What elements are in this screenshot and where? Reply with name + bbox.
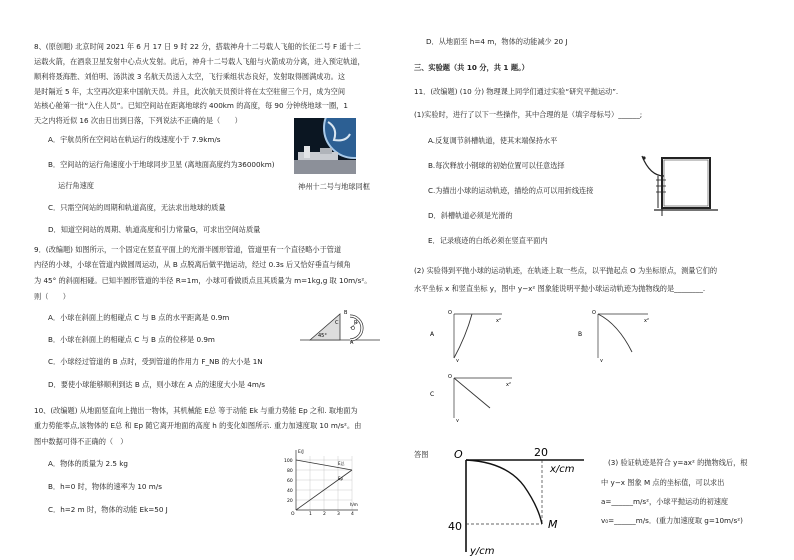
graph-b-label: B bbox=[578, 331, 583, 338]
q11-option-c: C.为描出小球的运动轨迹，描绘的点可以用折线连接 bbox=[428, 186, 594, 195]
plot-origin: O bbox=[454, 448, 463, 461]
q11-line-1: 11．(改编题) (10 分) 物理课上同学们通过实验“研究平抛运动”. bbox=[414, 87, 619, 96]
q9-label-b: B bbox=[344, 310, 348, 316]
plot-y-unit: y/cm bbox=[470, 546, 495, 557]
graph-b-y: y bbox=[600, 358, 603, 362]
graph-option-a bbox=[426, 306, 506, 362]
q9-option-b: B．小球在斜面上的相碰点 C 与 B 点的位移是 0.9m bbox=[48, 335, 215, 344]
q10-x-tick-1: 1 bbox=[309, 512, 312, 516]
q9-line-4: 则（ ） bbox=[34, 292, 70, 301]
q10-y-tick-100: 100 bbox=[284, 459, 293, 464]
q10-option-a: A．物体的质量为 2.5 kg bbox=[48, 459, 128, 468]
q9-label-o: O bbox=[351, 326, 355, 332]
q10-y-tick-40: 40 bbox=[287, 489, 293, 494]
q10-y-tick-60: 60 bbox=[287, 479, 293, 484]
q11-part-3-line-1: (3) 验证轨迹是符合 y=ax² 的抛物线后，根 bbox=[608, 458, 748, 467]
graph-a-x: x² bbox=[496, 318, 501, 324]
q10-y-tick-80: 80 bbox=[287, 469, 293, 474]
q9-label-angle: 45° bbox=[318, 333, 327, 339]
graph-b-x: x² bbox=[644, 318, 649, 324]
q11-part-3-line-4: v₀=______m/s．(重力加速度取 g=10m/s²) bbox=[601, 516, 743, 525]
graph-option-c bbox=[426, 370, 516, 422]
trajectory-plot bbox=[444, 440, 592, 558]
q8-line-3: 顺利将聂海胜、刘伯明、汤洪波 3 名航天员送入太空，飞行乘组状态良好，发射取得圆满成功。这 bbox=[34, 72, 346, 81]
q10-option-d: D．从地面至 h=4 m，物体的动能减少 20 J bbox=[426, 37, 568, 46]
plot-y-tick-40: 40 bbox=[448, 520, 462, 533]
q8-option-b: B．空间站的运行角速度小于地球同步卫星 (离地面高度约为36000km) bbox=[48, 160, 275, 169]
graph-a-origin: O bbox=[448, 310, 452, 316]
q11-apparatus bbox=[640, 150, 722, 216]
q8-line-6: 天之内将近似 16 次由日出到日落，下列说法不正确的是（ ） bbox=[34, 116, 242, 125]
q11-part-3-line-3: a=______m/s²，小球平抛运动的初速度 bbox=[601, 497, 729, 506]
q11-part-1: (1)实验时，进行了以下一些操作，其中合理的是（填字母标号）______; bbox=[414, 110, 643, 119]
q11-option-e: E．记录痕迹的白纸必须在竖直平面内 bbox=[428, 236, 548, 245]
q11-part-2-line-1: (2) 实验得到平抛小球的运动轨迹，在轨迹上取一些点，以平抛起点 O 为坐标原点，测量它们的 bbox=[414, 266, 718, 275]
graph-option-b bbox=[578, 306, 658, 362]
q10-option-b: B．h=0 时，物体的速率为 10 m/s bbox=[48, 482, 162, 491]
q10-line-1: 10、(改编题) 从地面竖直向上抛出一物体，其机械能 E总 等于动能 Ek 与重力势能 Ep 之和. 取地面为 bbox=[34, 406, 358, 415]
q9-figure bbox=[300, 300, 380, 344]
q8-line-2: 运载火箭，在酒泉卫星发射中心点火发射。此后，神舟十二号载人飞船与火箭成功分离，进入预定轨道， bbox=[34, 57, 365, 66]
graph-a-y: y bbox=[456, 358, 459, 362]
q8-line-5: 站核心舱第一批“入住人员”。已知空间站在距离地球约 400km 的高度，每 90 分钟绕地球一圈，1 bbox=[34, 101, 348, 110]
graph-c-y: y bbox=[456, 418, 459, 422]
photo-caption: 神州十二号与地球同框 bbox=[298, 182, 370, 191]
q10-line-2: 重力势能零点,该物体的 E总 和 Ep 随它离开地面的高度 h 的变化如图所示. 重力加速度取 10 m/s²。由 bbox=[34, 421, 362, 430]
plot-point-m: M bbox=[548, 518, 558, 531]
q8-option-d: D．知道空间站的周期、轨道高度和引力常量G，可求出空间站质量 bbox=[48, 225, 261, 234]
q10-x-axis-label: h/m bbox=[350, 502, 358, 507]
q8-option-a: A．宇航员所在空间站在轨运行的线速度小于 7.9km/s bbox=[48, 135, 221, 144]
q9-label-r: R bbox=[354, 320, 358, 326]
q10-option-c: C．h=2 m 时，物体的动能 Ek=50 J bbox=[48, 505, 168, 514]
q11-option-d: D．斜槽轨道必须是光滑的 bbox=[428, 211, 513, 220]
q9-line-2: 内径的小球，小球在管道内做圆周运动，从 B 点脱离后做平抛运动，经过 0.3s 后又恰好垂直与倾角 bbox=[34, 260, 351, 269]
q9-label-c: C bbox=[335, 320, 339, 326]
graph-c-x: x² bbox=[506, 382, 511, 388]
q11-part-3-line-2: 中 y−x 图象 M 点的坐标值，可以求出 bbox=[601, 478, 725, 487]
q10-origin: O bbox=[291, 512, 295, 516]
graph-b-origin: O bbox=[592, 310, 596, 316]
q8-option-b-cont: 运行角速度 bbox=[58, 181, 94, 190]
q10-y-tick-20: 20 bbox=[287, 499, 293, 504]
q10-ep-label: Ep bbox=[338, 476, 344, 481]
plot-x-unit: x/cm bbox=[550, 464, 575, 475]
q11-option-a: A.反复调节斜槽轨道，使其末端保持水平 bbox=[428, 136, 558, 145]
answer-figure-label: 答图 bbox=[414, 450, 429, 459]
q9-option-d: D．要使小球能够顺利到达 B 点，则小球在 A 点的速度大小是 4m/s bbox=[48, 380, 266, 389]
q9-line-1: 9．(改编题) 如图所示，一个固定在竖直平面上的光滑半圆形管道，管道里有一个直径略小于管道 bbox=[34, 245, 342, 254]
q10-y-axis-label: E/J bbox=[298, 450, 304, 455]
graph-a-label: A bbox=[430, 331, 435, 338]
section-experiment-heading: 三、实验题（共 10 分，共 1 题。） bbox=[414, 63, 529, 72]
q9-line-3: 为 45° 的斜面相碰。已知半圆形管道的半径 R=1m，小球可看做质点且其质量为 m=1kg,g 取 10m/s²。 bbox=[34, 276, 372, 285]
graph-c-label: C bbox=[430, 391, 435, 398]
graph-c-origin: O bbox=[448, 374, 452, 380]
q9-option-c: C．小球经过管道的 B 点时，受到管道的作用力 F_NB 的大小是 1N bbox=[48, 357, 263, 366]
q8-option-c: C．只需空间站的周期和轨道高度，无法求出地球的质量 bbox=[48, 203, 226, 212]
q10-etotal-label: E总 bbox=[338, 461, 345, 466]
q9-label-a: A bbox=[350, 340, 354, 344]
q10-line-3: 图中数据可得不正确的（ ） bbox=[34, 437, 128, 446]
q11-part-2-line-2: 水平坐标 x 和竖直坐标 y，图中 y−x² 图象能说明平抛小球运动轨迹为抛物线的是________. bbox=[414, 284, 706, 293]
q10-x-tick-2: 2 bbox=[323, 512, 326, 516]
q8-line-1: 8、(原创题) 北京时间 2021 年 6 月 17 日 9 时 22 分，搭载神舟十二号载人飞船的长征二号 F 遥十二 bbox=[34, 42, 361, 51]
spacecraft-earth-photo bbox=[294, 118, 356, 174]
q11-option-b: B.每次释放小钢球的初始位置可以任意选择 bbox=[428, 161, 565, 170]
plot-x-tick-20: 20 bbox=[534, 446, 548, 459]
q10-energy-graph bbox=[282, 446, 362, 516]
q10-x-tick-4: 4 bbox=[351, 512, 354, 516]
q10-x-tick-3: 3 bbox=[337, 512, 340, 516]
q8-line-4: 是时隔近 5 年，太空再次迎来中国航天员。并且，此次航天员预计将在太空驻留三个月，成为空间 bbox=[34, 87, 346, 96]
q9-option-a: A．小球在斜面上的相碰点 C 与 B 点的水平距离是 0.9m bbox=[48, 313, 230, 322]
